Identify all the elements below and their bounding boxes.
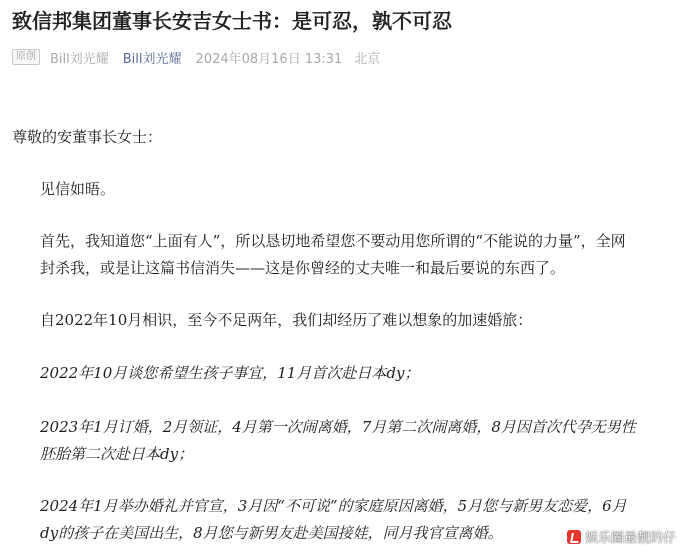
original-badge: 原创	[12, 49, 40, 65]
paragraph-line: 2022年10月谈您希望生孩子事宜，11月首次赴日本dy；	[40, 364, 420, 382]
paragraph-timeline-2023	[40, 414, 676, 468]
author-name[interactable]: Bill刘光耀	[50, 51, 109, 67]
paragraph-timeline-2022	[40, 360, 676, 387]
publish-time: 2024年08月16日 13:31	[195, 51, 343, 67]
paragraph-line: 2024年1月举办婚礼并官宣，3月因“不可说”的家庭原因离婚，5月您与新男友恋爱，6月	[40, 497, 627, 515]
account-name-link[interactable]: Bill刘光耀	[122, 51, 182, 67]
paragraph-line: 封杀我，或是让这篇书信消失——这是你曾经的丈夫唯一和最后要说的东西了。	[40, 259, 566, 277]
watermark	[567, 527, 676, 546]
paragraph-timeline-intro	[40, 307, 676, 334]
paragraph-line: 见信如晤。	[40, 180, 116, 198]
article-title: 致信邦集团董事长安吉女士书：是可忍，孰不可忍	[12, 9, 452, 33]
watermark-text: 娱乐圈最靓的仔	[584, 531, 676, 546]
paragraph-first	[40, 228, 676, 282]
paragraph-line: 首先，我知道您“上面有人”，所以恳切地希望您不要动用您所谓的“不能说的力量”，全网	[40, 232, 626, 250]
paragraph-line: dy的孩子在美国出生，8月您与新男友赴美国接娃，同月我官宣离婚。	[40, 524, 503, 542]
article-meta	[12, 47, 380, 67]
toutiao-logo-icon	[567, 530, 581, 544]
paragraph-line: 2023年1月订婚，2月领证，4月第一次闹离婚，7月第二次闹离婚，8月因首次代孕无男性	[40, 418, 636, 436]
publish-location: 北京	[354, 51, 381, 67]
paragraph-line: 胚胎第二次赴日本dy；	[40, 445, 194, 463]
paragraph-line: 自2022年10月相识，至今不足两年，我们却经历了难以想象的加速婚旅：	[40, 311, 533, 329]
salutation: 尊敬的安董事长女士：	[12, 128, 163, 146]
paragraph-greeting	[40, 176, 676, 203]
